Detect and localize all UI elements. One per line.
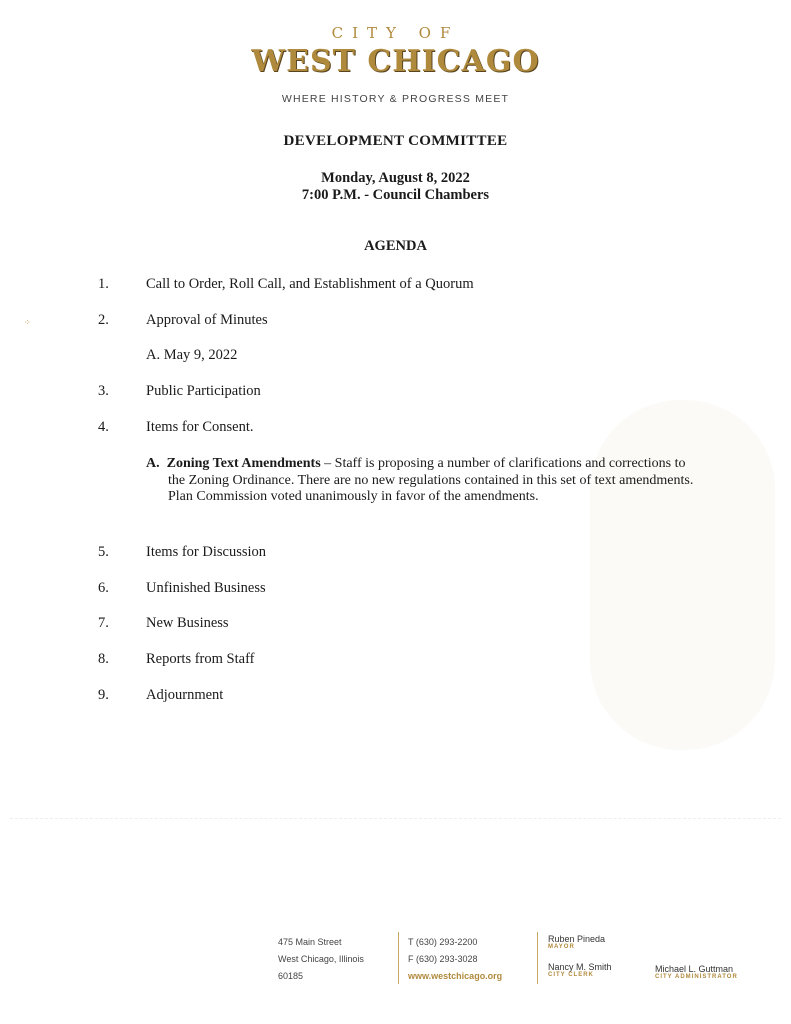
agenda-item-text: Approval of Minutes bbox=[146, 312, 268, 328]
official-role: CITY ADMINISTRATOR bbox=[655, 974, 738, 980]
agenda-item-text: Items for Discussion bbox=[146, 544, 267, 560]
agenda-item-number: 3. bbox=[98, 383, 109, 399]
official-name: Nancy M. Smith bbox=[548, 962, 612, 972]
agenda-item-text: Public Participation bbox=[146, 383, 261, 399]
footer-address bbox=[278, 934, 388, 985]
official-mayor bbox=[548, 934, 605, 950]
meeting-date: Monday, August 8, 2022 bbox=[321, 170, 470, 186]
logo-city-of: CITY OF bbox=[331, 24, 460, 42]
fax-number: F (630) 293-3028 bbox=[408, 954, 478, 964]
margin-mark: ⁘ bbox=[24, 318, 31, 327]
city-seal-watermark bbox=[590, 400, 775, 750]
official-name: Michael L. Guttman bbox=[655, 964, 734, 974]
agenda-item-number: 8. bbox=[98, 651, 109, 667]
agenda-item-number: 2. bbox=[98, 312, 109, 328]
agenda-title: AGENDA bbox=[364, 238, 427, 254]
agenda-item-number: 6. bbox=[98, 580, 109, 596]
agenda-item-number: 4. bbox=[98, 419, 109, 435]
phone-number: T (630) 293-2200 bbox=[408, 937, 478, 947]
agenda-item-number: 5. bbox=[98, 544, 109, 560]
minutes-subitem: A. May 9, 2022 bbox=[146, 347, 238, 363]
footer-contact bbox=[408, 934, 528, 985]
meeting-time-place: 7:00 P.M. - Council Chambers bbox=[301, 187, 490, 203]
logo-city-name: WEST CHICAGO bbox=[251, 44, 540, 79]
website-link[interactable]: www.westchicago.org bbox=[408, 971, 503, 981]
official-clerk bbox=[548, 962, 612, 978]
agenda-item-text: New Business bbox=[146, 615, 229, 631]
official-name: Ruben Pineda bbox=[548, 934, 606, 944]
official-role: MAYOR bbox=[548, 944, 575, 950]
official-administrator bbox=[655, 964, 738, 980]
consent-body: – Staff is proposing a number of clarifications and corrections to the Zoning Ordinance. There are no new regulations contained in this set of text amendments. Plan Commission voted unanimously in favor of the amendments. bbox=[168, 456, 694, 504]
committee-title: DEVELOPMENT COMMITTEE bbox=[283, 133, 508, 149]
official-role: CITY CLERK bbox=[548, 972, 594, 978]
agenda-item-text: Reports from Staff bbox=[146, 651, 255, 667]
agenda-item-number: 1. bbox=[98, 276, 109, 292]
footer-divider bbox=[537, 932, 538, 984]
footer-divider bbox=[398, 932, 399, 984]
faint-divider bbox=[10, 818, 781, 819]
tagline: WHERE HISTORY & PROGRESS MEET bbox=[281, 93, 510, 105]
consent-subitem bbox=[146, 456, 706, 506]
consent-letter: A. bbox=[146, 456, 160, 471]
agenda-item-text: Items for Consent. bbox=[146, 419, 254, 435]
agenda-item-text: Unfinished Business bbox=[146, 580, 266, 596]
address-zip: 60185 bbox=[278, 971, 304, 981]
agenda-item-number: 7. bbox=[98, 615, 109, 631]
consent-lead: Zoning Text Amendments bbox=[166, 456, 321, 471]
agenda-item-text: Adjournment bbox=[146, 687, 224, 703]
agenda-item-text: Call to Order, Roll Call, and Establishment of a Quorum bbox=[146, 276, 474, 292]
agenda-item-number: 9. bbox=[98, 687, 109, 703]
address-city: West Chicago, Illinois bbox=[278, 954, 364, 964]
address-street: 475 Main Street bbox=[278, 937, 342, 947]
